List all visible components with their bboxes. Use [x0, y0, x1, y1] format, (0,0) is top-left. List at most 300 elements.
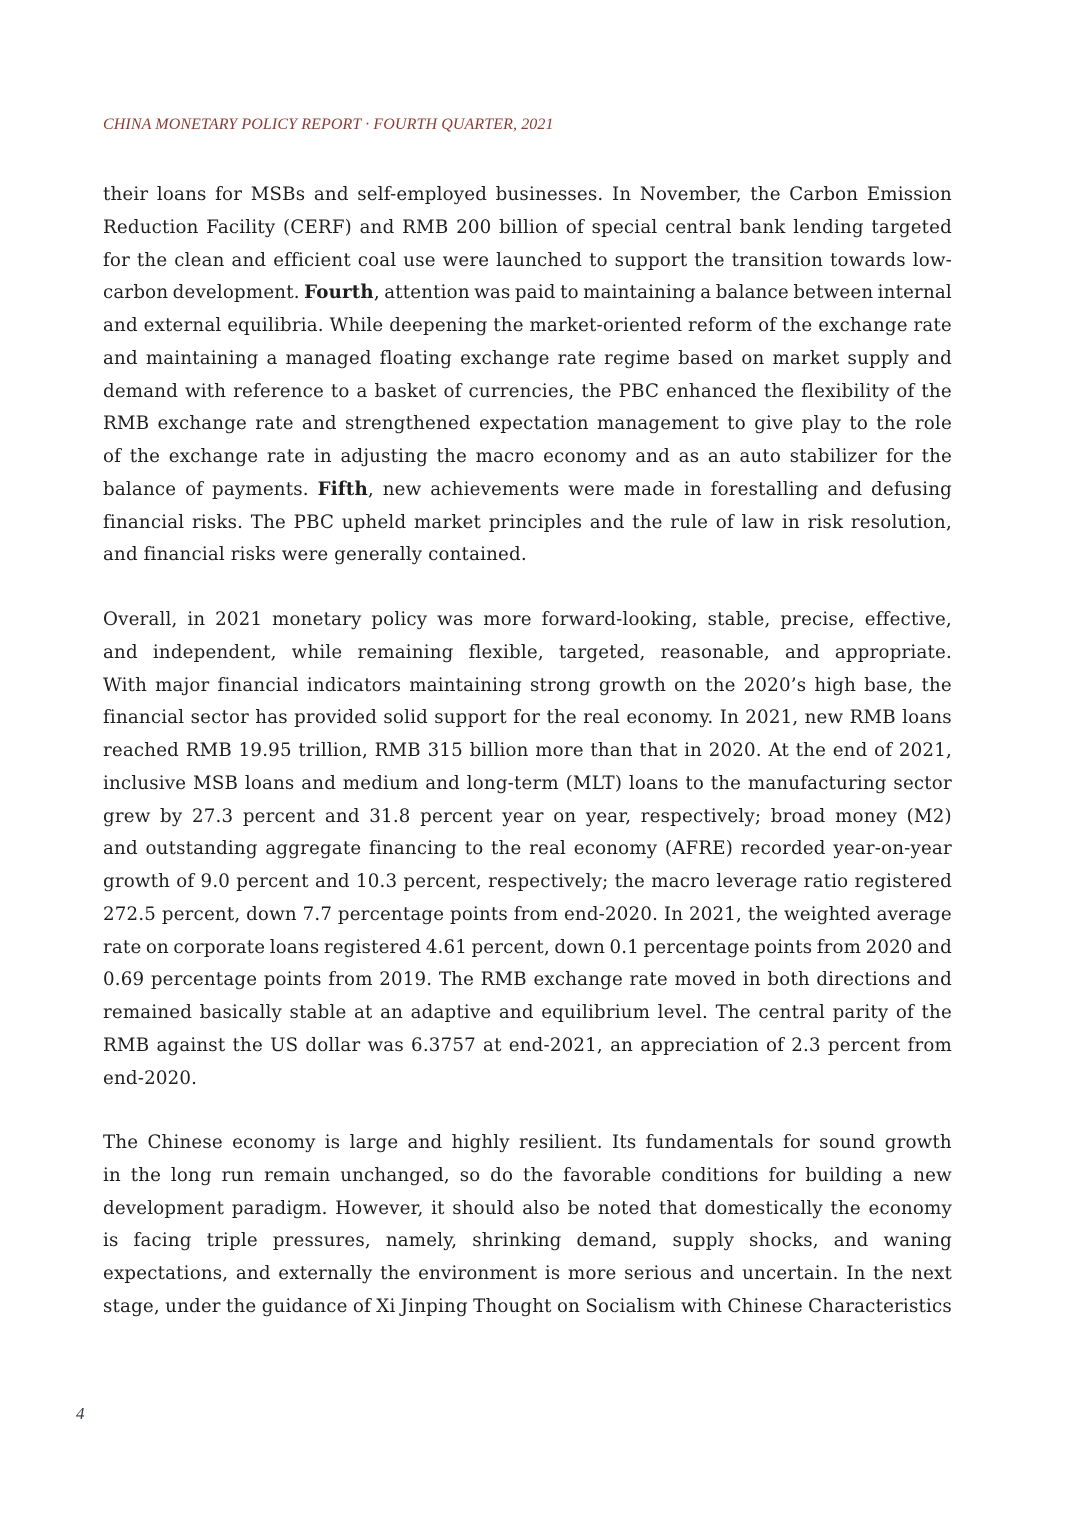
- word: in: [313, 446, 332, 467]
- word: stable: [289, 1002, 347, 1023]
- word: supply: [672, 1230, 735, 1252]
- word: rate: [103, 936, 142, 958]
- word: directions: [816, 969, 911, 991]
- word: highly: [451, 1132, 510, 1153]
- word: special: [591, 216, 658, 238]
- word: is: [324, 1132, 341, 1153]
- word: 19.95: [238, 740, 292, 761]
- word: level.: [657, 1002, 709, 1023]
- word: the: [921, 380, 952, 402]
- word: real: [583, 707, 621, 729]
- word: Thought: [473, 1295, 552, 1317]
- word: The: [715, 1002, 751, 1023]
- word: paradigm.: [231, 1197, 328, 1219]
- word: exchange: [168, 446, 259, 467]
- word: The: [438, 969, 475, 991]
- word: 31.8: [369, 805, 411, 827]
- word: year-on-year: [833, 838, 952, 860]
- word: down: [554, 936, 606, 958]
- word: large: [349, 1132, 399, 1153]
- word: a: [892, 1164, 904, 1186]
- word: billion: [469, 740, 529, 761]
- word: risk: [807, 511, 844, 533]
- word: Fifth,: [317, 478, 374, 500]
- word: 2021,: [745, 707, 799, 729]
- word: financing: [369, 838, 457, 860]
- text-line: [103, 1258, 952, 1291]
- word: to: [589, 249, 608, 271]
- word: At: [768, 740, 789, 761]
- word: RMB: [374, 740, 421, 761]
- word: percent,: [403, 871, 482, 892]
- word: moved: [674, 969, 737, 991]
- word: MSB: [193, 772, 239, 794]
- word: conditions: [661, 1164, 759, 1186]
- text-line: [103, 1160, 952, 1193]
- word: use: [403, 249, 436, 271]
- word: fundamentals: [645, 1132, 774, 1153]
- word: of: [895, 1002, 914, 1023]
- word: carbon: [103, 282, 169, 304]
- word: PBC: [293, 511, 335, 533]
- word: rate: [266, 446, 306, 467]
- word: and: [917, 936, 952, 958]
- word: independent,: [152, 641, 277, 663]
- text-line: [103, 670, 952, 703]
- word: is: [103, 1230, 119, 1252]
- word: In: [719, 707, 739, 729]
- word: in: [683, 478, 702, 500]
- word: transition: [731, 249, 824, 271]
- word: financial: [143, 544, 225, 566]
- text-line: [103, 539, 952, 572]
- text-line: [103, 637, 952, 670]
- word: facing: [133, 1230, 192, 1252]
- word: market: [413, 511, 482, 533]
- word: and: [498, 1002, 534, 1023]
- word: Xi: [376, 1295, 396, 1317]
- word: against: [156, 1034, 226, 1056]
- word: 0.69: [103, 969, 145, 991]
- word: play: [801, 413, 842, 435]
- word: clean: [174, 249, 225, 271]
- bold-ordinal: Fourth: [304, 282, 374, 304]
- word: targeted: [871, 216, 952, 238]
- word: Carbon: [789, 184, 859, 205]
- word: In: [663, 903, 684, 925]
- word: 27.3: [191, 805, 234, 827]
- word: on: [553, 805, 577, 827]
- word: macro: [475, 446, 535, 467]
- word: the: [632, 511, 663, 533]
- word: aggregate: [265, 838, 362, 860]
- word: Chinese: [727, 1295, 803, 1317]
- word: for: [513, 707, 541, 729]
- word: and: [407, 1132, 443, 1153]
- word: that: [658, 1197, 697, 1219]
- word: rule: [670, 511, 709, 533]
- word: of: [874, 740, 893, 761]
- word: businesses.: [495, 184, 604, 205]
- word: were: [442, 249, 490, 271]
- word: corporate: [173, 936, 266, 958]
- word: long-term: [466, 772, 559, 794]
- word: 2020.: [708, 740, 762, 761]
- text-line: [103, 702, 952, 735]
- word: and: [103, 347, 138, 369]
- word: achievements: [430, 478, 560, 500]
- word: the: [921, 674, 952, 696]
- word: percent,: [471, 936, 550, 958]
- word: paid: [514, 282, 556, 304]
- word: made: [623, 478, 675, 500]
- word: financial: [217, 674, 299, 696]
- word: points: [263, 969, 322, 991]
- word: growth: [598, 674, 666, 696]
- word: defusing: [871, 478, 952, 500]
- word: year,: [585, 805, 632, 827]
- word: Emission: [866, 184, 952, 205]
- word: monetary: [272, 609, 362, 630]
- word: for: [215, 184, 243, 205]
- word: coal: [357, 249, 397, 271]
- text-line: [103, 376, 952, 409]
- word: percentage: [643, 936, 750, 958]
- word: percent: [827, 1034, 901, 1056]
- text-line: [103, 932, 952, 965]
- word: major: [155, 674, 210, 696]
- word: 7.7: [302, 903, 333, 925]
- word: down: [246, 903, 297, 925]
- word: and: [785, 641, 820, 663]
- text-line: [103, 277, 952, 310]
- word: RMB: [185, 740, 232, 761]
- word: macro: [651, 871, 711, 892]
- word: economy: [868, 1197, 952, 1219]
- word: should: [452, 1197, 515, 1219]
- word: financial: [103, 511, 185, 533]
- word: financial: [103, 707, 185, 729]
- page-number: 4: [76, 1404, 85, 1423]
- word: regime: [604, 347, 671, 369]
- word: managed: [285, 347, 372, 369]
- text-line: [103, 474, 952, 507]
- word: shocks,: [749, 1230, 819, 1252]
- word: the: [491, 838, 522, 860]
- word: points: [449, 903, 508, 925]
- word: year: [502, 805, 544, 827]
- word: and: [231, 249, 267, 271]
- text-line: [103, 1291, 952, 1324]
- word: flexible,: [468, 641, 544, 663]
- word: average: [876, 903, 952, 925]
- word: so: [459, 1164, 481, 1186]
- word: RMB: [402, 216, 449, 238]
- word: stage,: [103, 1295, 160, 1317]
- word: more: [568, 1263, 617, 1284]
- word: the: [130, 1164, 162, 1186]
- word: both: [767, 969, 810, 991]
- word: and: [103, 544, 138, 566]
- word: and: [301, 413, 337, 435]
- word: balance: [103, 478, 177, 500]
- word: risks.: [191, 511, 244, 533]
- text-line: [103, 735, 952, 768]
- word: a: [266, 347, 278, 369]
- word: a: [700, 282, 712, 304]
- word: under: [165, 1295, 221, 1317]
- word: is: [544, 1263, 561, 1284]
- word: economy: [232, 1132, 316, 1153]
- word: principles: [488, 511, 583, 533]
- word: dollar: [305, 1034, 361, 1056]
- word: generally: [334, 544, 423, 566]
- word: of: [176, 871, 195, 892]
- word: an: [610, 1034, 634, 1056]
- word: serious: [624, 1263, 693, 1284]
- word: support: [614, 249, 688, 271]
- word: on: [556, 1295, 581, 1317]
- word: remained: [103, 1002, 193, 1023]
- word: equilibria.: [227, 315, 324, 336]
- word: at: [483, 1034, 502, 1056]
- word: with: [680, 1295, 723, 1317]
- word: rate: [255, 413, 294, 435]
- word: floating: [379, 347, 453, 369]
- word: percent,: [161, 903, 241, 925]
- word: was: [437, 609, 474, 630]
- word: new: [913, 1164, 952, 1186]
- word: namely,: [385, 1230, 458, 1252]
- word: to: [464, 838, 484, 860]
- word: shrinking: [472, 1230, 562, 1252]
- word: central: [665, 216, 732, 238]
- word: respectively;: [488, 871, 609, 892]
- word: the: [226, 1295, 257, 1317]
- word: from: [907, 1034, 952, 1056]
- word: waning: [883, 1230, 952, 1252]
- text-line: [103, 408, 952, 441]
- word: has: [255, 707, 288, 729]
- word: externally: [278, 1263, 373, 1284]
- word: was: [367, 1034, 404, 1056]
- word: economy: [543, 446, 627, 467]
- word: Reduction: [103, 216, 199, 238]
- word: sector: [893, 772, 952, 794]
- text-line: [103, 997, 952, 1030]
- word: for: [768, 1164, 796, 1186]
- word: and: [235, 1263, 271, 1284]
- word: solid: [383, 707, 428, 729]
- word: and: [324, 805, 360, 827]
- word: forestalling: [710, 478, 819, 500]
- word: 4.61: [425, 936, 468, 958]
- word: for: [885, 446, 913, 467]
- word: Chinese: [147, 1132, 223, 1153]
- word: the: [614, 871, 646, 892]
- word: environment: [418, 1263, 538, 1284]
- word: internal: [877, 282, 952, 304]
- word: and: [359, 216, 395, 238]
- word: inclusive: [103, 772, 187, 794]
- word: and: [635, 446, 671, 467]
- word: stable,: [707, 609, 771, 630]
- word: In: [846, 1263, 866, 1284]
- word: an: [380, 1002, 404, 1023]
- word: 10.3: [355, 871, 398, 892]
- word: the: [232, 1034, 263, 1056]
- text-line: [103, 1063, 952, 1096]
- text-line: [103, 1030, 952, 1063]
- word: the: [136, 249, 168, 271]
- word: basically: [199, 1002, 282, 1023]
- word: a: [356, 380, 368, 402]
- word: of: [896, 380, 915, 402]
- word: medium: [342, 772, 419, 794]
- word: and: [589, 511, 625, 533]
- word: equilibrium: [541, 1002, 651, 1023]
- word: (M2): [906, 805, 952, 827]
- word: to: [727, 413, 746, 435]
- text-line: [103, 212, 952, 245]
- word: outstanding: [145, 838, 258, 860]
- word: remain: [264, 1164, 331, 1186]
- word: rate: [557, 347, 596, 369]
- word: However,: [335, 1197, 424, 1219]
- word: based: [678, 347, 734, 369]
- word: to: [560, 282, 579, 304]
- text-line: [103, 866, 952, 899]
- word: In: [611, 184, 632, 205]
- word: building: [805, 1164, 883, 1186]
- word: the: [436, 446, 467, 467]
- word: the: [750, 184, 781, 205]
- word: exchange: [460, 347, 550, 369]
- word: the: [795, 740, 827, 761]
- text-line: [103, 310, 952, 343]
- word: percent: [242, 805, 316, 827]
- text-line: [103, 964, 952, 997]
- word: RMB: [103, 413, 150, 435]
- text-line: [103, 833, 952, 866]
- word: 0.1: [609, 936, 640, 958]
- word: efficient: [273, 249, 351, 271]
- word: upheld: [341, 511, 407, 533]
- word: in: [684, 740, 703, 761]
- word: Jinping: [400, 1295, 468, 1317]
- word: of: [758, 315, 777, 336]
- text-line: [103, 179, 952, 212]
- word: demand: [103, 380, 179, 402]
- text-line: [103, 801, 952, 834]
- word: external: [143, 315, 222, 336]
- word: currencies,: [468, 380, 575, 402]
- word: to: [685, 772, 704, 794]
- word: of: [103, 446, 122, 467]
- word: resilient.: [518, 1132, 603, 1153]
- word: auto: [739, 446, 782, 467]
- word: leverage: [716, 871, 798, 892]
- word: more: [535, 740, 584, 761]
- word: were: [568, 478, 615, 500]
- word: billion: [499, 216, 559, 238]
- word: US: [270, 1034, 299, 1056]
- word: points: [754, 936, 813, 958]
- word: appropriate.: [834, 641, 952, 663]
- word: strengthened: [344, 413, 471, 435]
- word: 315: [427, 740, 463, 761]
- word: run: [221, 1164, 255, 1186]
- word: PBC: [618, 380, 660, 402]
- word: the: [546, 707, 577, 729]
- word: remaining: [357, 641, 454, 663]
- word: and: [833, 1230, 869, 1252]
- word: do: [490, 1164, 514, 1186]
- text-line: [103, 1127, 952, 1160]
- word: noted: [597, 1197, 652, 1219]
- word: growth: [103, 871, 171, 892]
- word: with: [184, 380, 227, 402]
- word: 2021: [215, 609, 263, 630]
- text-line: [103, 507, 952, 540]
- word: percentage: [150, 969, 258, 991]
- word: while: [291, 641, 343, 663]
- word: strong: [530, 674, 591, 696]
- text-line: [103, 1193, 952, 1226]
- text-line: [103, 604, 952, 637]
- word: payments.: [212, 478, 309, 500]
- word: the: [522, 1164, 554, 1186]
- word: Overall,: [103, 609, 178, 630]
- word: MSBs: [250, 184, 306, 205]
- word: balance: [715, 282, 789, 304]
- word: The: [250, 511, 287, 533]
- word: the: [710, 772, 742, 794]
- word: (MLT): [565, 772, 623, 794]
- word: that: [639, 740, 678, 761]
- word: maintaining: [583, 282, 696, 304]
- word: percent: [236, 871, 309, 892]
- word: 2021,: [688, 903, 743, 925]
- word: Facility: [206, 216, 276, 238]
- text-line: [103, 899, 952, 932]
- word: economy: [573, 838, 658, 860]
- word: the: [747, 903, 779, 925]
- word: low-: [912, 249, 952, 271]
- bold-ordinal: Fifth: [317, 478, 368, 500]
- word: indicators: [306, 674, 402, 696]
- word: of: [352, 1295, 371, 1317]
- word: and: [313, 184, 349, 205]
- paragraph-overall-2021: [103, 604, 952, 1095]
- word: end: [832, 740, 868, 761]
- word: 2020: [865, 936, 913, 958]
- word: the: [876, 413, 907, 435]
- word: November,: [639, 184, 742, 205]
- word: targeted,: [558, 641, 646, 663]
- word: risks: [230, 544, 276, 566]
- word: 2.3: [791, 1034, 821, 1056]
- word: central: [758, 1002, 826, 1023]
- word: economy.: [626, 707, 714, 729]
- text-line: [103, 343, 952, 376]
- word: stabilizer: [789, 446, 878, 467]
- text-line: [103, 1225, 952, 1258]
- word: pressures,: [272, 1230, 371, 1252]
- word: for: [103, 249, 130, 271]
- word: and: [699, 1263, 735, 1284]
- word: were: [281, 544, 329, 566]
